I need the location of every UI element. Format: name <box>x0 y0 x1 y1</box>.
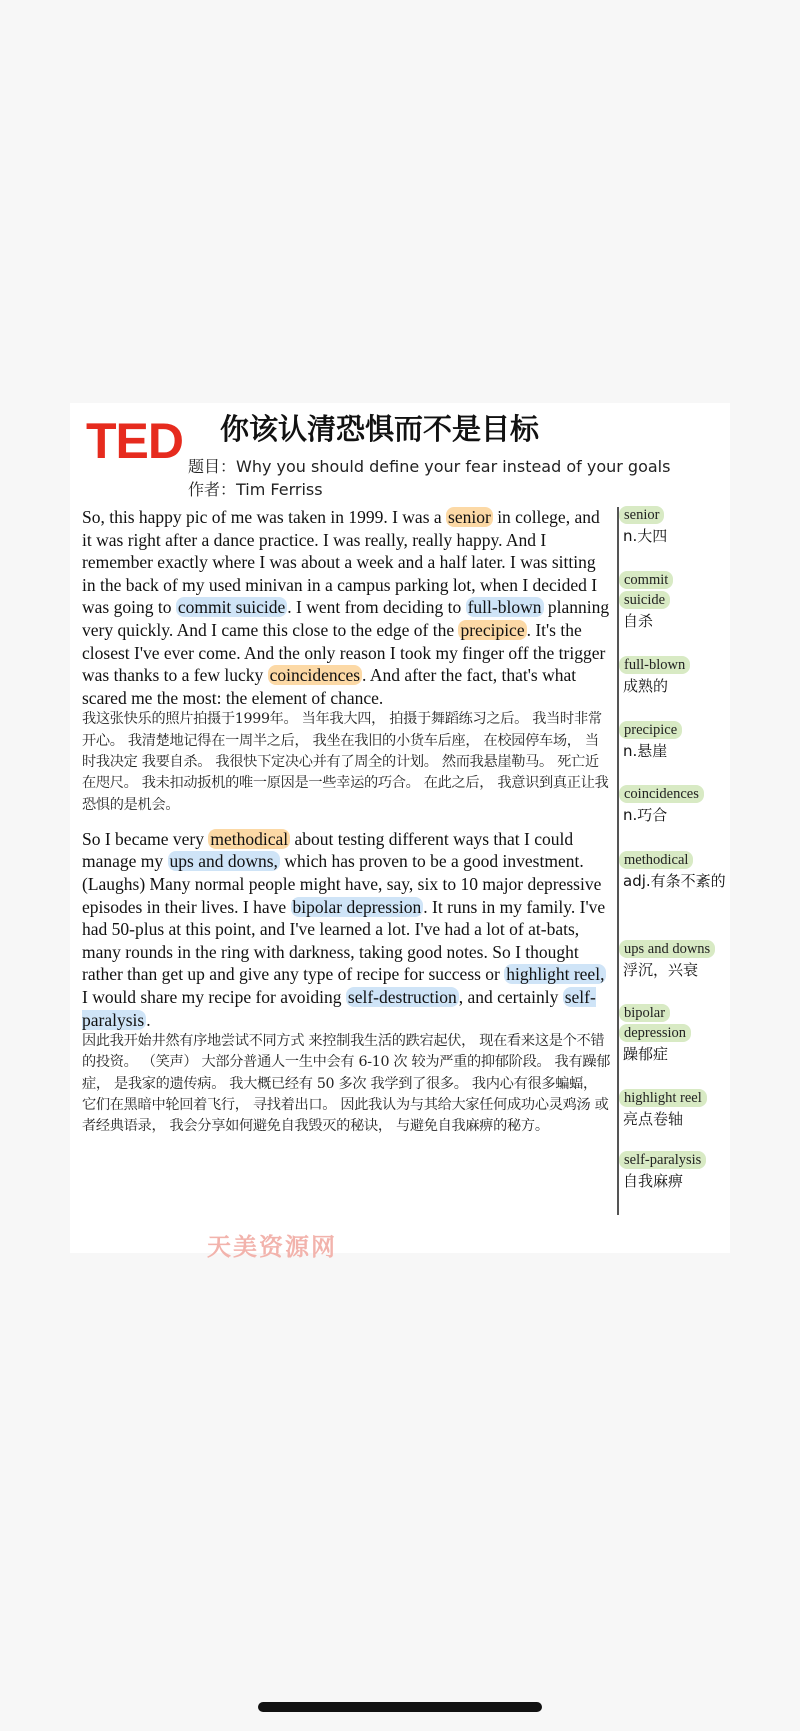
text-segment: about testing different ways that I could manage my <box>82 828 574 872</box>
glossary-term: full-blown <box>619 656 690 674</box>
text-segment: which has proven to be a good investment. (Laughs) Many normal people might have, say, six to 10 major depressive episodes in their lives. I have <box>82 851 602 917</box>
glossary-term: suicide <box>619 591 670 609</box>
glossary-item-senior <box>619 504 729 547</box>
english-paragraph-1 <box>82 506 612 709</box>
glossary-definition: 亮点卷轴 <box>623 1110 684 1128</box>
highlight-methodical: methodical <box>210 828 289 849</box>
watermark: 天美资源网 <box>207 1233 337 1261</box>
highlight-full-blown: full-blown <box>467 597 542 618</box>
glossary-item-self-paralysis <box>619 1149 729 1192</box>
text-segment: , and certainly <box>458 986 563 1007</box>
highlight-ups-and-downs: ups and downs, <box>169 851 278 872</box>
highlight-self-destruction: self-destruction <box>347 986 457 1007</box>
glossary-term: precipice <box>619 721 682 739</box>
topic-text: Why you should define your fear instead of your goals <box>236 457 671 476</box>
glossary-term: senior <box>619 506 664 524</box>
text-segment: So I became very <box>82 828 209 849</box>
topic-line <box>188 456 670 478</box>
text-segment: . <box>146 1009 151 1030</box>
home-indicator[interactable] <box>258 1702 542 1712</box>
glossary-item-ups-and-downs <box>619 938 729 981</box>
glossary-definition: adj.有条不紊的 <box>623 872 726 890</box>
english-paragraph-2 <box>82 828 612 1031</box>
text-segment: . It runs in my family. I've had 50-plus at this point, and I've learned a lot. I've had a lot of at-bats, many rounds in the ring with darkness, taking good notes. So I thought rather than get up and give any type of recipe for success or <box>82 896 606 985</box>
glossary-term: commit <box>619 571 673 589</box>
author-name: Tim Ferriss <box>236 480 323 499</box>
glossary-term: methodical <box>619 851 693 869</box>
glossary-term: self-paralysis <box>619 1151 706 1169</box>
glossary-definition: 浮沉，兴衰 <box>623 961 699 979</box>
glossary-definition: n.大四 <box>623 527 668 545</box>
glossary-item-coincidences <box>619 783 729 826</box>
author-line <box>188 479 323 501</box>
text-segment: So, this happy pic of me was taken in 1999. I was a <box>82 507 447 527</box>
glossary-definition: 自杀 <box>623 612 654 630</box>
glossary-definition: n.巧合 <box>623 806 668 824</box>
text-segment: I would share my recipe for avoiding <box>82 986 346 1007</box>
glossary-item-methodical <box>619 849 729 892</box>
highlight-senior: senior <box>448 507 491 527</box>
glossary-definition: 自我麻痹 <box>623 1172 684 1190</box>
glossary-term: ups and downs <box>619 940 715 958</box>
text-segment: . It's the closest I've ever come. And the only reason I took my finger off the trigger was thanks to a few lucky <box>82 619 606 686</box>
text-segment: planning very quickly. And I came this close to the edge of the <box>82 597 610 640</box>
transcript-body <box>82 506 612 1138</box>
glossary-item-full-blown <box>619 654 729 697</box>
page-title: 你该认清恐惧而不是目标 <box>220 412 540 446</box>
glossary-item-commit-suicide <box>619 569 729 632</box>
glossary-term: highlight reel <box>619 1089 707 1107</box>
glossary-item-bipolar-depression <box>619 1002 729 1065</box>
text-segment: . I went from deciding to <box>287 597 466 618</box>
highlight-coincidences: coincidences <box>269 665 361 686</box>
glossary-definition: n.悬崖 <box>623 742 668 760</box>
glossary-item-highlight-reel <box>619 1087 729 1130</box>
text-segment: . And after the fact, that's what scared me the most: the element of chance. <box>82 665 577 708</box>
chinese-paragraph-1: 我这张快乐的照片拍摄于1999年。 当年我大四， 拍摄于舞蹈练习之后。 我当时非常开心。 我清楚地记得在一周半之后， 我坐在我旧的小货车后座， 在校园停车场， 当时我决定 我要自杀。 我很快下定决心并有了周全的计划。 然而我悬崖勒马。 死亡近在咫尺。 我未扣动扳机的唯一原因是一些幸运的巧合。 在此之后， 我意识到真正让我恐惧的是机会。 <box>82 711 609 813</box>
author-label: 作者： <box>188 480 237 499</box>
glossary-term: coincidences <box>619 785 704 803</box>
highlight-highlight-reel: highlight reel, <box>506 964 605 985</box>
glossary-term: bipolar <box>619 1004 670 1022</box>
chinese-paragraph-2: 因此我开始井然有序地尝试不同方式 来控制我生活的跌宕起伏， 现在看来这是个不错的投资。 （笑声） 大部分普通人一生中会有 6-10 次 较为严重的抑郁阶段。 我有躁郁症， 是我家的遗传病。 我大概已经有 50 多次 我学到了很多。 我内心有很多蝙蝠， 它们在黑暗中轮回着飞行， 寻找着出口。 因此我认为与其给大家任何成功心灵鸡汤 或者经典语录， 我会分享如何避免自我毁灭的秘诀， 与避免自我麻痹的秘方。 <box>82 1033 611 1135</box>
text-segment: in college, and it was right after a dance practice. I was really, really happy. And I remember exactly where I was about a week and a half later. I was sitting in the back of my used minivan in a campus parking lot, when I decided I was going to <box>82 507 600 618</box>
ted-logo: TED <box>86 413 183 469</box>
article-card <box>70 403 730 1261</box>
glossary-definition: 成熟的 <box>623 677 669 695</box>
highlight-self-paralysis: self-paralysis <box>82 986 596 1030</box>
topic-label: 题目： <box>188 457 237 476</box>
glossary-item-precipice <box>619 719 729 762</box>
highlight-precipice: precipice <box>460 619 525 640</box>
highlight-commit-suicide: commit suicide <box>177 597 286 618</box>
glossary-term: depression <box>619 1024 691 1042</box>
highlight-bipolar-depression: bipolar depression <box>292 896 422 917</box>
glossary-definition: 躁郁症 <box>623 1045 669 1063</box>
